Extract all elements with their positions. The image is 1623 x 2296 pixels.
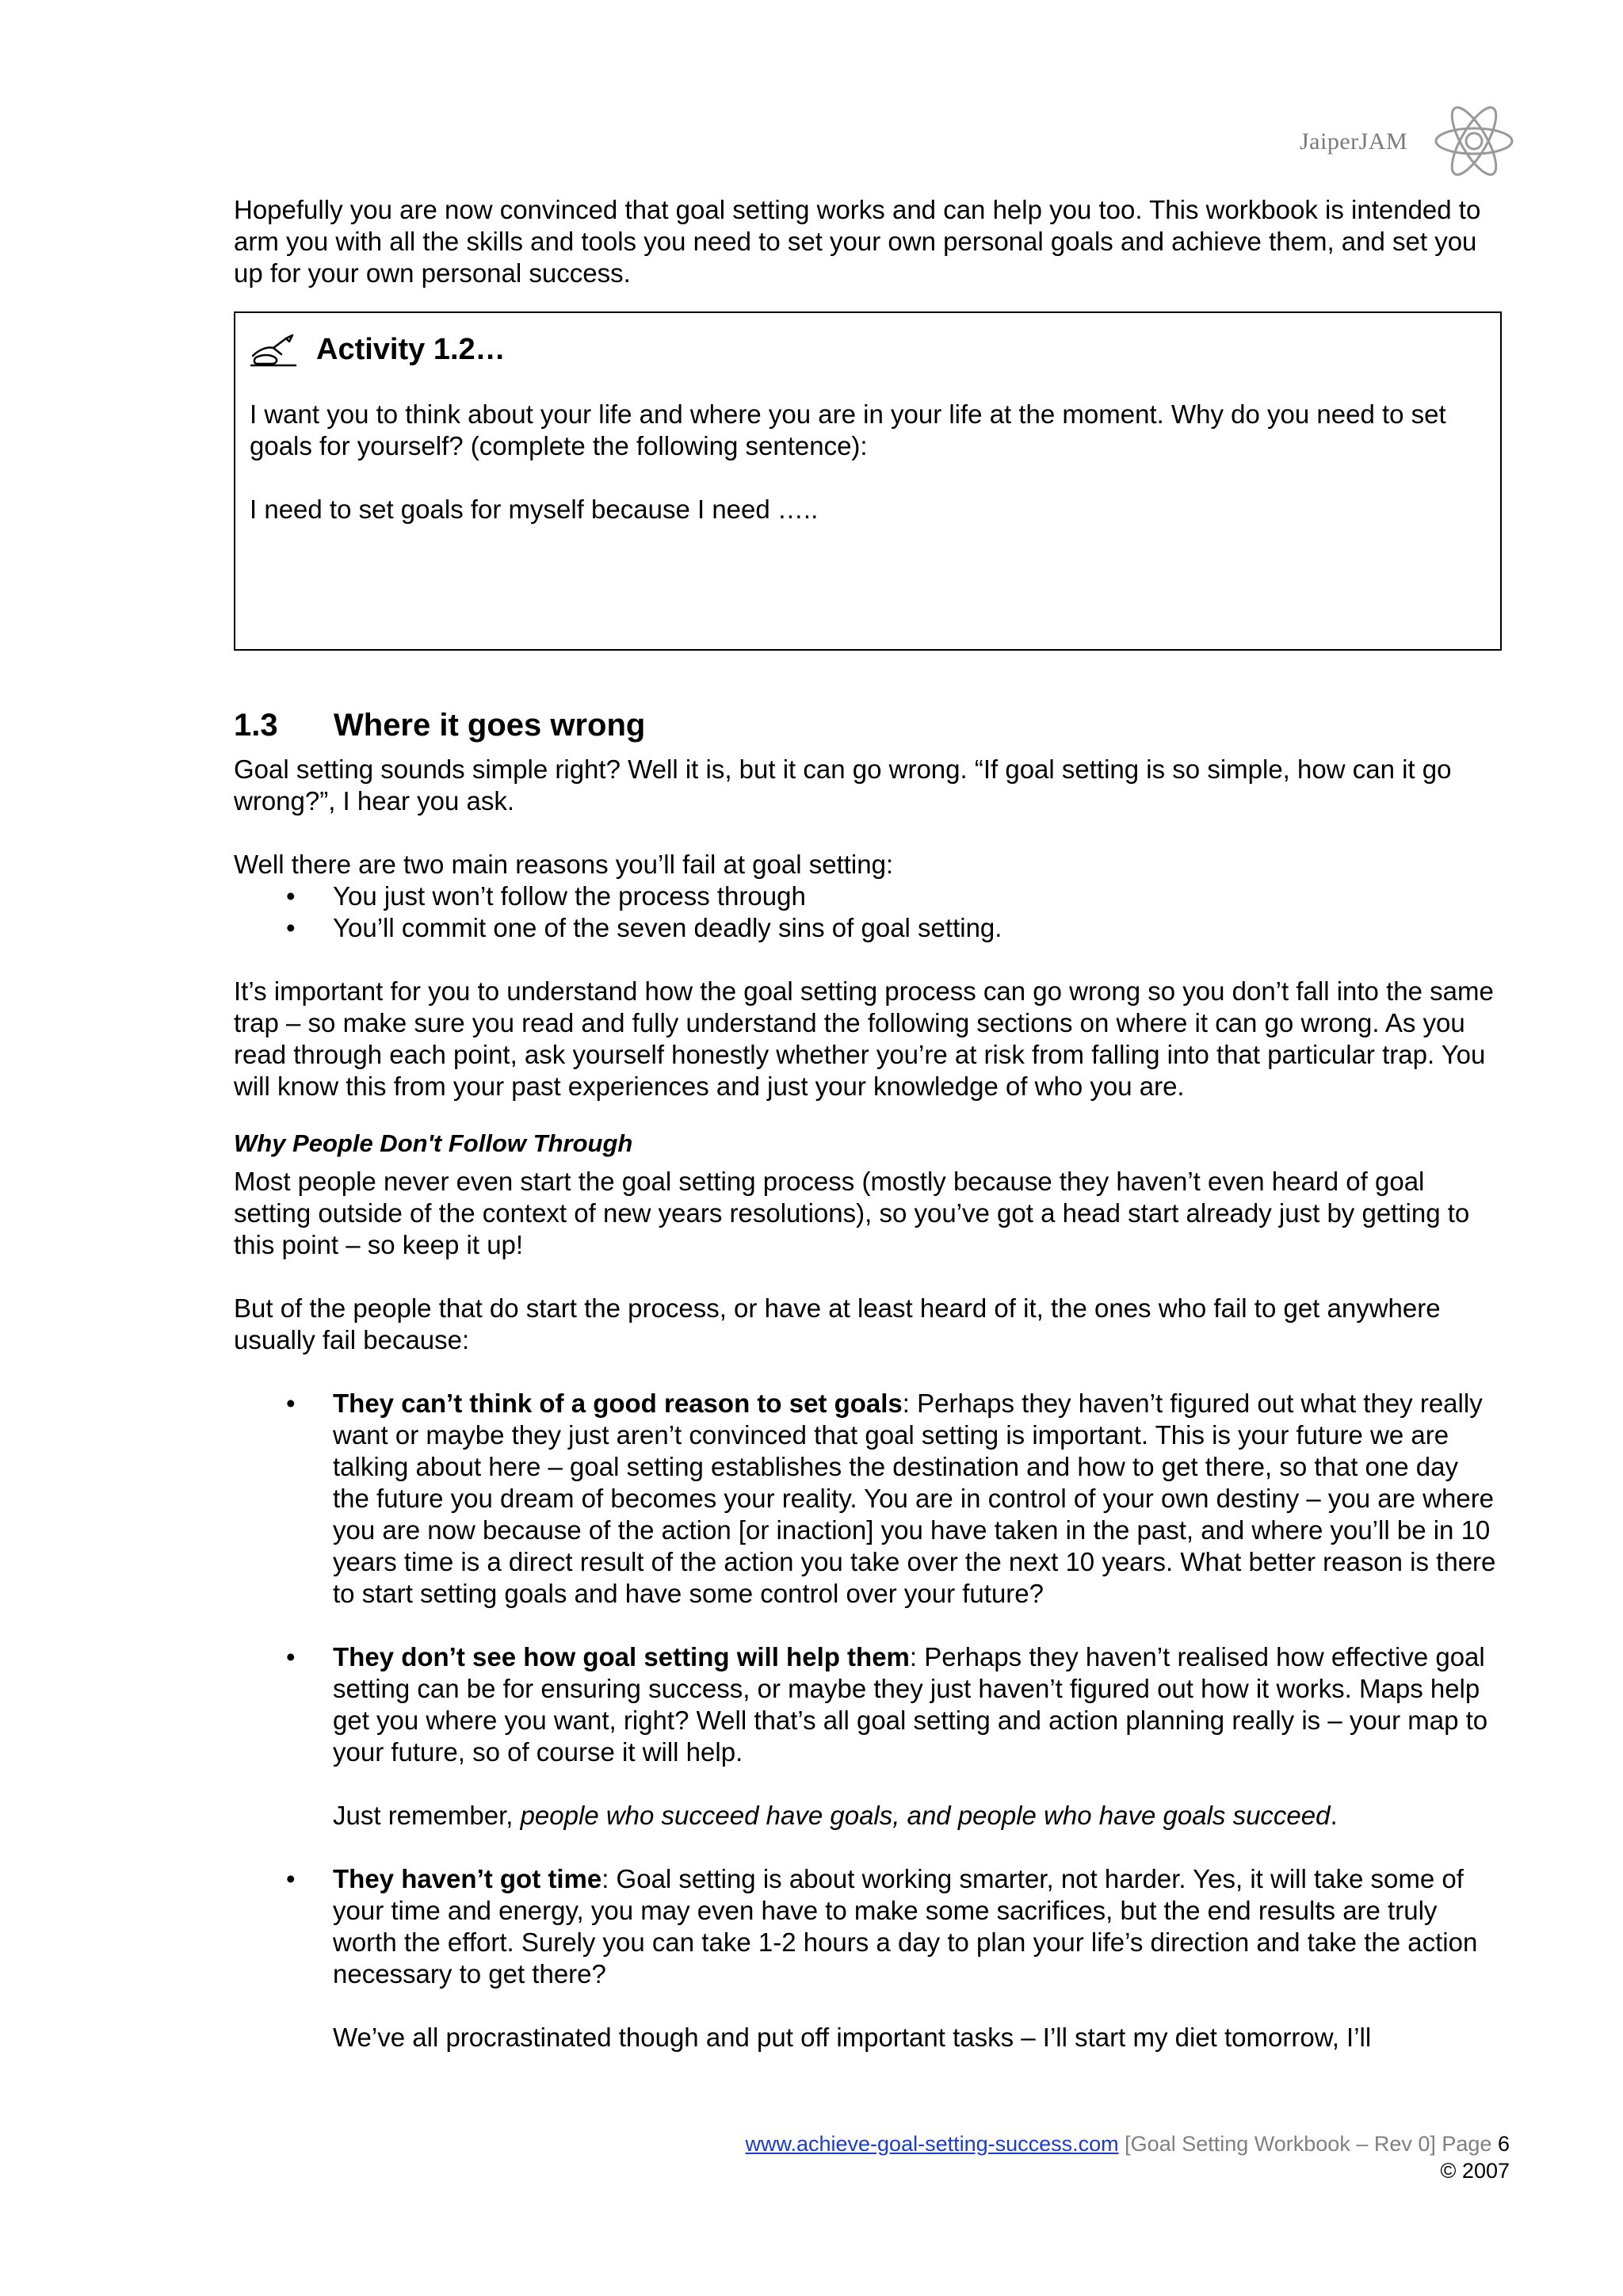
activity-title: Activity 1.2… — [316, 333, 506, 366]
list-item-heading: They haven’t got time — [333, 1864, 602, 1893]
activity-box — [234, 311, 1502, 651]
list-item-text: : Perhaps they haven’t realised how effective goal setting can be for ensuring success, or maybe they just haven’t figured out how it works. Maps help get you where you want, right? Well that’s all goal setting and action planning really is – your map to your future, so of course it will help. — [333, 1642, 1488, 1767]
footer-line — [238, 2130, 1510, 2157]
list-item-text: You’ll commit one of the seven deadly sins of goal setting. — [333, 913, 1002, 942]
page-content — [234, 194, 1502, 2085]
section-number: 1.3 — [234, 708, 278, 743]
section-paragraph: Goal setting sounds simple right? Well it is, but it can go wrong. “If goal setting is so simple, how can it go wrong?”, I hear you ask. — [234, 755, 1452, 816]
page-footer — [238, 2130, 1510, 2184]
document-label: [Goal Setting Workbook – Rev 0] — [1125, 2132, 1436, 2156]
atom-logo-icon — [1426, 101, 1522, 181]
subsection-paragraph: Most people never even start the goal setting process (mostly because they haven’t even heard of goal setting outside of the context of new years resolutions), so you’ve got a head start already just by getting to this point – so keep it up! — [234, 1167, 1470, 1259]
list-item-heading: They don’t see how goal setting will help them — [333, 1642, 910, 1671]
brand-name: JaiperJAM — [1300, 128, 1408, 155]
section-title: Where it goes wrong — [334, 708, 646, 743]
page-label: Page — [1442, 2132, 1492, 2156]
activity-heading — [250, 332, 1486, 367]
activity-prompt: I want you to think about your life and where you are in your life at the moment. Why do you need to set goals for yourself? (complete the following sentence): — [250, 399, 1446, 460]
bullet-icon: • — [286, 1642, 296, 1671]
page-number: 6 — [1497, 2132, 1510, 2156]
list-item — [234, 912, 1502, 944]
section-paragraph: Well there are two main reasons you’ll fail at goal setting: — [234, 850, 894, 879]
list-item-heading: They can’t think of a good reason to set goals — [333, 1389, 903, 1418]
website-link[interactable]: www.achieve-goal-setting-success.com — [745, 2132, 1119, 2156]
subsection-paragraph: But of the people that do start the process, or have at least heard of it, the ones who fail to get anywhere usually fail because: — [234, 1293, 1441, 1354]
bullet-icon: • — [286, 1864, 296, 1893]
subsection-title: Why People Don't Follow Through — [234, 1129, 633, 1157]
emphasis: people who succeed have goals, and people who have goals succeed — [520, 1801, 1331, 1830]
reasons-list — [234, 881, 1502, 944]
activity-sentence: I need to set goals for myself because I need ….. — [250, 495, 819, 524]
failure-reasons-list — [234, 1388, 1502, 2053]
intro-paragraph: Hopefully you are now convinced that goal setting works and can help you too. This workbook is intended to arm you with all the skills and tools you need to set your own personal goals and achieve them, and set you up for your own personal success. — [234, 195, 1481, 288]
list-item — [234, 881, 1502, 912]
section-heading — [234, 706, 1502, 744]
list-item-note: We’ve all procrastinated though and put off important tasks – I’ll start my diet tomorrow, I’ll — [333, 2023, 1372, 2052]
list-item — [234, 1641, 1502, 1832]
copyright: © 2007 — [1440, 2159, 1510, 2183]
list-item-note: Just remember, people who succeed have goals, and people who have goals succeed. — [333, 1801, 1338, 1830]
bullet-icon: • — [286, 1389, 296, 1418]
list-item-text: : Goal setting is about working smarter, not harder. Yes, it will take some of your time and energy, you may even have to make some sacrifices, but the end results are truly worth the effort. Surely you can take 1-2 hours a day to plan your life’s direction and take the action necessary to get there? — [333, 1864, 1478, 1988]
list-item — [234, 1863, 1502, 2053]
brand-logo — [1300, 101, 1522, 181]
list-item — [234, 1388, 1502, 1610]
list-item-text: : Perhaps they haven’t figured out what they really want or maybe they just aren’t convinced that goal setting is important. This is your future we are talking about here – goal setting establishes the destination and how to get there, so that one day the future you dream of becomes your reality. You are in control of your own destiny – you are where you are now because of the action [or inaction] you have taken in the past, and where you’ll be in 10 years time is a direct result of the action you take over the next 10 years. What better reason is there to start setting goals and have some control over your future? — [333, 1389, 1496, 1608]
list-item-text: You just won’t follow the process through — [333, 881, 806, 911]
writing-hand-icon — [250, 332, 299, 367]
bullet-icon: • — [286, 881, 296, 911]
bullet-icon: • — [286, 913, 296, 942]
section-paragraph: It’s important for you to understand how the goal setting process can go wrong so you don’t fall into the same trap – so make sure you read and fully understand the following sections on where it can go wrong. As you read through each point, ask yourself honestly whether you’re at risk from falling into that particular trap. You will know this from your past experiences and just your knowledge of who you are. — [234, 976, 1494, 1101]
